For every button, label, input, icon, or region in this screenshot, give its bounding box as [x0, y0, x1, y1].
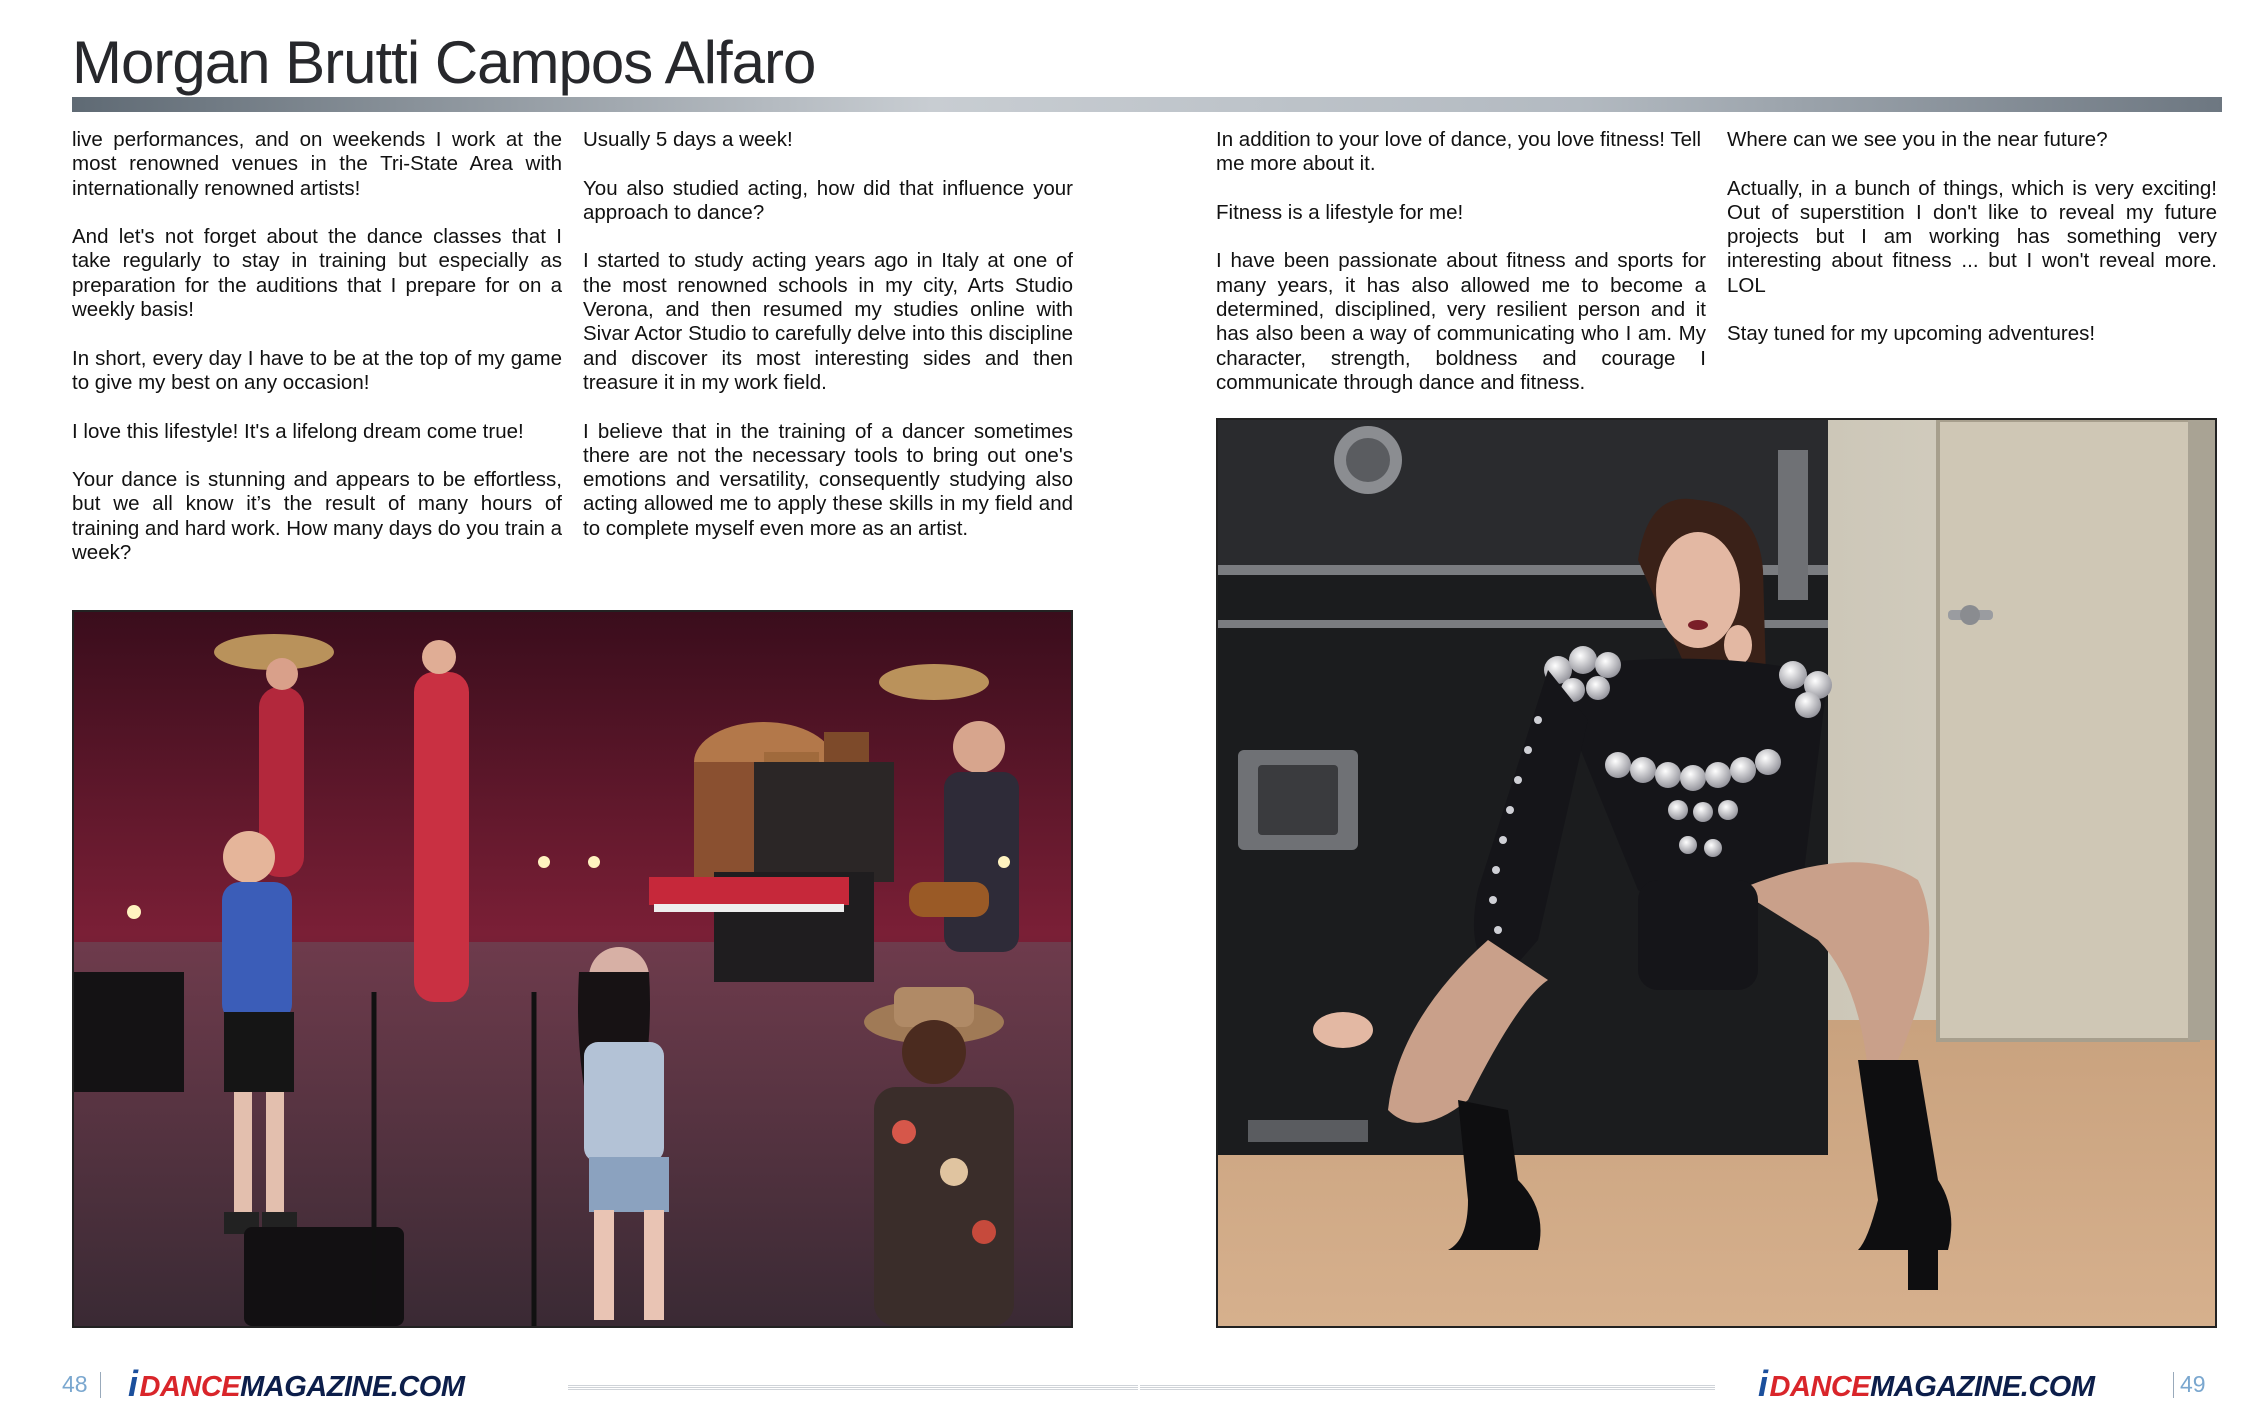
- logo-magazine: MAGAZINE.COM: [1870, 1371, 2095, 1403]
- paragraph: In short, every day I have to be at the top of my game to give my best on any occasion!: [72, 346, 562, 394]
- paragraph: Where can we see you in the near future?: [1727, 128, 2108, 151]
- concert-stage-photo: [72, 610, 1073, 1328]
- dancer-portrait-photo: [1216, 418, 2217, 1328]
- paragraph: I started to study acting years ago in Italy at one of the most renowned schools in my city, Arts Studio Verona, and then resumed my studies online with Sivar Actor Studio to carefully delve into this discipline and discover its most interesting sides and then treasure it in my work field.: [583, 249, 1073, 394]
- text-column-3: [1216, 128, 1706, 420]
- paragraph: You also studied acting, how did that influence your approach to dance?: [583, 176, 1073, 224]
- logo-i: i: [128, 1363, 138, 1404]
- text-column-1: [72, 128, 562, 590]
- idance-magazine-logo-right: [1758, 1363, 2095, 1404]
- page-title: Morgan Brutti Campos Alfaro: [72, 29, 816, 96]
- paragraph: I believe that in the training of a dancer sometimes there are not the necessary tools to bring out one's emotions and versatility, consequently studying also acting allowed me to apply these skills in my field and to complete myself even more as an artist.: [583, 419, 1073, 540]
- paragraph: I have been passionate about fitness and sports for many years, it has also allowed me to become a determined, disciplined, very resilient person and it has also been a way of communicating who I am. My character, strength, boldness and courage I communicate through dance and fitness.: [1216, 249, 1706, 394]
- paragraph: Stay tuned for my upcoming adventures!: [1727, 322, 2096, 346]
- paragraph: Your dance is stunning and appears to be effortless, but we all know it’s the result of many hours of training and hard work. How many days do you train a week?: [72, 468, 562, 565]
- paragraph: live performances, and on weekends I work at the most renowned venues in the Tri-State Area with internationally renowned artists!: [72, 128, 562, 200]
- idance-magazine-logo-left: [128, 1363, 465, 1404]
- text-column-4: [1727, 128, 2217, 371]
- footer-divider: [100, 1372, 101, 1398]
- logo-dance: DANCE: [139, 1371, 241, 1403]
- paragraph: I love this lifestyle! It's a lifelong dream come true!: [72, 419, 524, 443]
- paragraph: And let's not forget about the dance classes that I take regularly to stay in training but especially as preparation for the auditions that I prepare for on a weekly basis!: [72, 225, 562, 322]
- paragraph: In addition to your love of dance, you love fitness! Tell me more about it.: [1216, 128, 1702, 176]
- text-column-2: [583, 128, 1073, 565]
- logo-magazine: MAGAZINE.COM: [240, 1371, 465, 1403]
- footer-divider: [2173, 1372, 2174, 1398]
- logo-i: i: [1758, 1363, 1768, 1404]
- paragraph: Actually, in a bunch of things, which is very exciting! Out of superstition I don't like to reveal my future projects but I am working has something very interesting about fitness ... but I won't reveal more. LOL: [1727, 176, 2217, 297]
- footer-rule-left: [568, 1385, 1138, 1391]
- logo-dance: DANCE: [1769, 1371, 1871, 1403]
- paragraph: Usually 5 days a week!: [583, 128, 793, 151]
- page-number-left: 48: [62, 1371, 88, 1397]
- page-number-right: 49: [2180, 1371, 2206, 1397]
- title-underline-bar: [72, 97, 2222, 112]
- footer-rule-right: [1140, 1385, 1715, 1391]
- paragraph: Fitness is a lifestyle for me!: [1216, 200, 1464, 224]
